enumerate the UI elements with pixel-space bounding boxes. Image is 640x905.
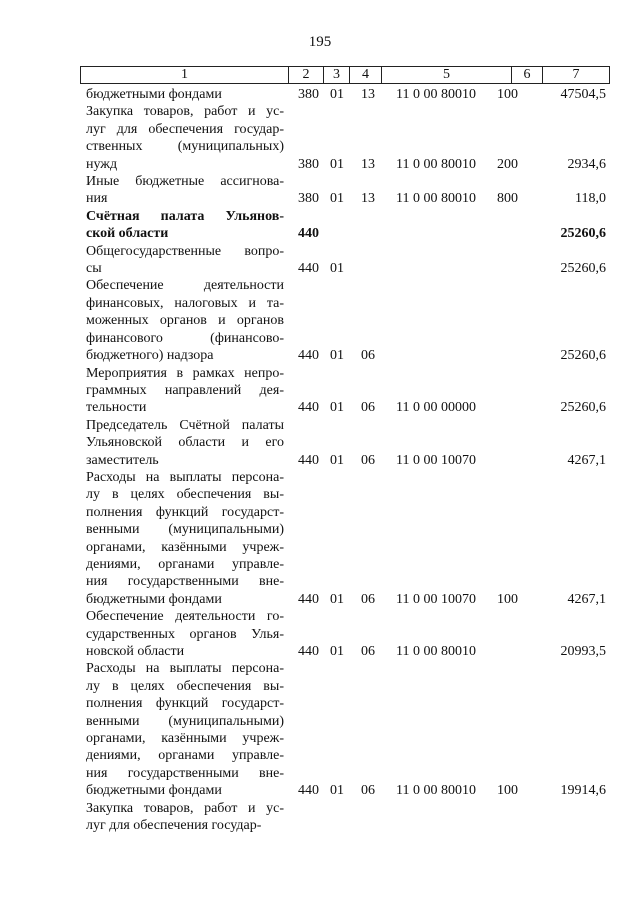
cell-c5: 11 0 00 80010 [396, 156, 476, 172]
cell-c3: 01 [330, 452, 344, 468]
row-name-line: Обеспечение деятельности [86, 278, 284, 294]
row-name-line: ственных (муниципальных) [86, 139, 284, 155]
row-name-line: лу в целях обеспечения вы- [86, 487, 284, 503]
row-name-line: заместитель [86, 452, 159, 468]
header-col-3: 3 [323, 67, 349, 83]
cell-c6: 100 [497, 783, 518, 799]
row-name [86, 469, 284, 608]
row-name-line: сударственных органов Улья- [86, 626, 284, 642]
header-col-4: 4 [349, 67, 381, 83]
cell-c4: 13 [361, 87, 375, 103]
row-name [86, 103, 284, 173]
header-col-1: 1 [181, 67, 188, 82]
cell-c2: 440 [298, 591, 319, 607]
cell-c5: 11 0 00 00000 [396, 400, 476, 416]
row-name-line: органами, казёнными учреж- [86, 731, 284, 747]
table-row [0, 277, 640, 364]
cell-c4: 06 [361, 783, 375, 799]
table-row [0, 365, 640, 417]
cell-c3: 01 [330, 261, 344, 277]
row-name-line: нужд [86, 156, 118, 172]
table-row [0, 608, 640, 660]
cell-c2: 440 [298, 261, 319, 277]
header-col-2: 2 [288, 67, 323, 83]
row-name-line: моженных органов и органов [86, 313, 284, 329]
row-name [86, 86, 284, 103]
cell-c5: 11 0 00 80010 [396, 783, 476, 799]
cell-c3: 01 [330, 191, 344, 207]
cell-c4: 13 [361, 191, 375, 207]
cell-c5: 11 0 00 80010 [396, 87, 476, 103]
row-name [86, 660, 284, 799]
cell-c3: 01 [330, 644, 344, 660]
row-name-line: Закупка товаров, работ и ус- [86, 800, 284, 816]
cell-c7: 20993,5 [560, 644, 606, 660]
row-name-line: ния государственными вне- [86, 765, 284, 781]
cell-c3: 01 [330, 783, 344, 799]
table-row [0, 660, 640, 799]
cell-c3: 01 [330, 591, 344, 607]
row-name-line: полнения функций государст- [86, 504, 284, 520]
cell-c6: 100 [497, 87, 518, 103]
cell-c4: 13 [361, 156, 375, 172]
row-name-line: Обеспечение деятельности го- [86, 609, 284, 625]
row-name-line: бюджетными фондами [86, 87, 222, 102]
cell-c2: 380 [298, 87, 319, 103]
table-row [0, 469, 640, 608]
row-name-line: дениями, органами управле- [86, 556, 284, 572]
cell-c2: 440 [298, 400, 319, 416]
cell-c3: 01 [330, 87, 344, 103]
header-col-5: 5 [381, 67, 511, 83]
cell-c6: 200 [497, 156, 518, 172]
row-name-line: венными (муниципальными) [86, 522, 284, 538]
cell-c4: 06 [361, 348, 375, 364]
cell-c2: 380 [298, 191, 319, 207]
table-row [0, 417, 640, 469]
header-col-7: 7 [542, 67, 609, 83]
cell-c7: 25260,6 [560, 261, 606, 277]
cell-c7: 25260,6 [560, 226, 606, 242]
row-name-line: бюджетными фондами [86, 591, 222, 607]
row-name-line: лу в целях обеспечения вы- [86, 678, 284, 694]
row-name-line: органами, казёнными учреж- [86, 539, 284, 555]
row-name-line: луг для обеспечения государ- [86, 121, 284, 137]
table-row [0, 243, 640, 278]
table-row [0, 208, 640, 243]
row-name-line: финансового (финансово- [86, 330, 284, 346]
row-name-line: ской области [86, 226, 169, 242]
row-name-line: ния государственными вне- [86, 574, 284, 590]
row-name-line: бюджетными фондами [86, 783, 222, 799]
cell-c7: 25260,6 [560, 400, 606, 416]
row-name [86, 277, 284, 364]
table-row [0, 800, 640, 835]
row-name-line: сы [86, 261, 102, 277]
cell-c3: 01 [330, 156, 344, 172]
row-name-line: Председатель Счётной палаты [86, 417, 284, 433]
cell-c6: 100 [497, 591, 518, 607]
row-name-line: Расходы на выплаты персона- [86, 469, 284, 485]
cell-c5: 11 0 00 10070 [396, 452, 476, 468]
row-name-line: финансовых, налоговых и та- [86, 295, 284, 311]
row-name-line: полнения функций государст- [86, 696, 284, 712]
row-name-line: луг для обеспечения государ- [86, 818, 262, 834]
cell-c7: 4267,1 [567, 452, 606, 468]
row-name-line: Расходы на выплаты персона- [86, 661, 284, 677]
table-row [0, 103, 640, 173]
cell-c7: 118,0 [575, 191, 606, 207]
row-name [86, 243, 284, 278]
row-name-line: Иные бюджетные ассигнова- [86, 174, 284, 190]
row-name [86, 608, 284, 660]
table-body [0, 86, 640, 834]
cell-c2: 440 [298, 226, 319, 242]
cell-c4: 06 [361, 591, 375, 607]
cell-c4: 06 [361, 400, 375, 416]
row-name-line: граммных направлений дея- [86, 382, 284, 398]
row-name [86, 365, 284, 417]
row-name-line: ния [86, 191, 108, 207]
row-name [86, 173, 284, 208]
cell-c4: 06 [361, 452, 375, 468]
row-name [86, 800, 284, 835]
cell-c6: 800 [497, 191, 518, 207]
page-number: 195 [308, 34, 332, 50]
row-name-line: Закупка товаров, работ и ус- [86, 104, 284, 120]
cell-c2: 440 [298, 348, 319, 364]
row-name-line: Счётная палата Ульянов- [86, 208, 284, 224]
cell-c2: 440 [298, 783, 319, 799]
row-name-line: новской области [86, 644, 185, 659]
cell-c7: 47504,5 [560, 87, 606, 103]
row-name-line: бюджетного) надзора [86, 348, 214, 364]
cell-c5: 11 0 00 80010 [396, 191, 476, 207]
row-name [86, 417, 284, 469]
cell-c7: 19914,6 [560, 783, 606, 799]
row-name [86, 208, 284, 243]
cell-c5: 11 0 00 10070 [396, 591, 476, 607]
table-header [80, 66, 610, 84]
cell-c5: 11 0 00 80010 [396, 644, 476, 660]
row-name-line: Ульяновской области и его [86, 435, 284, 451]
row-name-line: дениями, органами управле- [86, 748, 284, 764]
row-name-line: тельности [86, 400, 147, 416]
cell-c3: 01 [330, 348, 344, 364]
row-name-line: Мероприятия в рамках непро- [86, 365, 284, 381]
cell-c2: 440 [298, 452, 319, 468]
cell-c3: 01 [330, 400, 344, 416]
header-col-6: 6 [511, 67, 542, 83]
cell-c7: 25260,6 [560, 348, 606, 364]
row-name-line: Общегосударственные вопро- [86, 243, 284, 259]
cell-c7: 4267,1 [567, 591, 606, 607]
cell-c7: 2934,6 [567, 156, 606, 172]
cell-c2: 440 [298, 644, 319, 660]
table-row [0, 86, 640, 103]
cell-c4: 06 [361, 644, 375, 660]
table-row [0, 173, 640, 208]
row-name-line: венными (муниципальными) [86, 713, 284, 729]
cell-c2: 380 [298, 156, 319, 172]
